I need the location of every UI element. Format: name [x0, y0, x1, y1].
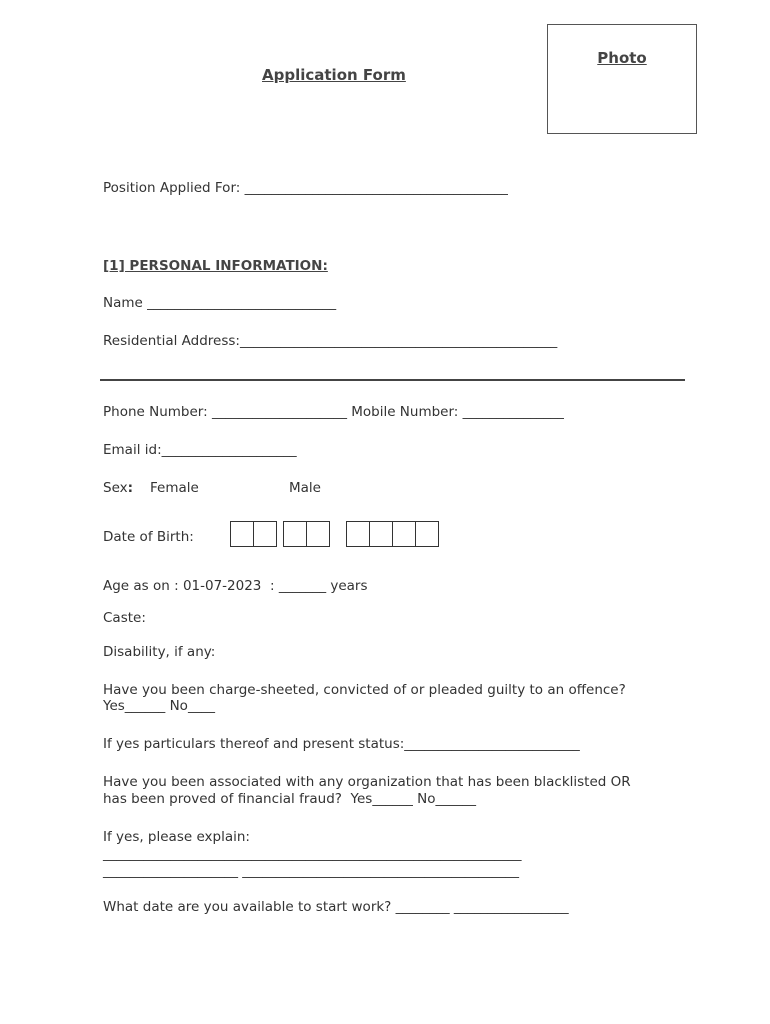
- dob-digit-box[interactable]: [346, 521, 370, 547]
- photo-box: [547, 24, 697, 134]
- blacklist-answer-field[interactable]: has been proved of financial fraud? Yes______ No______: [103, 791, 476, 807]
- dob-digit-box[interactable]: [283, 521, 307, 547]
- charge-sheet-question: Have you been charge-sheeted, convicted of or pleaded guilty to an offence?: [103, 682, 626, 698]
- email-field[interactable]: Email id:____________________: [103, 442, 297, 458]
- sex-label-text: Sex: [103, 480, 128, 496]
- photo-label: Photo: [597, 49, 647, 67]
- form-title: Application Form: [262, 66, 406, 84]
- dob-label: Date of Birth:: [103, 529, 194, 545]
- particulars-field[interactable]: If yes particulars thereof and present status:__________________________: [103, 736, 580, 752]
- start-date-field[interactable]: What date are you available to start work? ________ _________________: [103, 899, 569, 915]
- dob-day-boxes[interactable]: [231, 521, 277, 547]
- dob-digit-box[interactable]: [253, 521, 277, 547]
- dob-digit-box[interactable]: [306, 521, 330, 547]
- caste-label: Caste:: [103, 610, 146, 626]
- age-field[interactable]: Age as on : 01-07-2023 : _______ years: [103, 578, 368, 594]
- explain-field-line[interactable]: ______________________________________________________________: [103, 846, 522, 862]
- explain-label: If yes, please explain:: [103, 829, 250, 845]
- sex-option-female[interactable]: Female: [150, 480, 199, 496]
- name-field[interactable]: Name ____________________________: [103, 295, 337, 311]
- disability-label: Disability, if any:: [103, 644, 216, 660]
- residential-address-field[interactable]: Residential Address:_______________________________________________: [103, 333, 558, 349]
- position-applied-field[interactable]: Position Applied For: _______________________________________: [103, 180, 508, 196]
- dob-month-boxes[interactable]: [284, 521, 330, 547]
- sex-label: [103, 480, 133, 496]
- dob-digit-box[interactable]: [392, 521, 416, 547]
- sex-option-male[interactable]: Male: [289, 480, 321, 496]
- dob-digit-box[interactable]: [415, 521, 439, 547]
- sex-label-colon: :: [127, 480, 134, 496]
- section-heading-personal-info: [1] PERSONAL INFORMATION:: [103, 258, 328, 274]
- dob-digit-box[interactable]: [230, 521, 254, 547]
- charge-sheet-answer-field[interactable]: Yes______ No____: [103, 698, 215, 714]
- address-continuation-line: [100, 379, 685, 381]
- dob-year-boxes[interactable]: [347, 521, 439, 547]
- dob-digit-box[interactable]: [369, 521, 393, 547]
- phone-mobile-field[interactable]: Phone Number: ____________________ Mobile Number: _______________: [103, 404, 564, 420]
- blacklist-question: Have you been associated with any organization that has been blacklisted OR: [103, 774, 631, 790]
- explain-field-line[interactable]: ____________________ _________________________________________: [103, 863, 520, 879]
